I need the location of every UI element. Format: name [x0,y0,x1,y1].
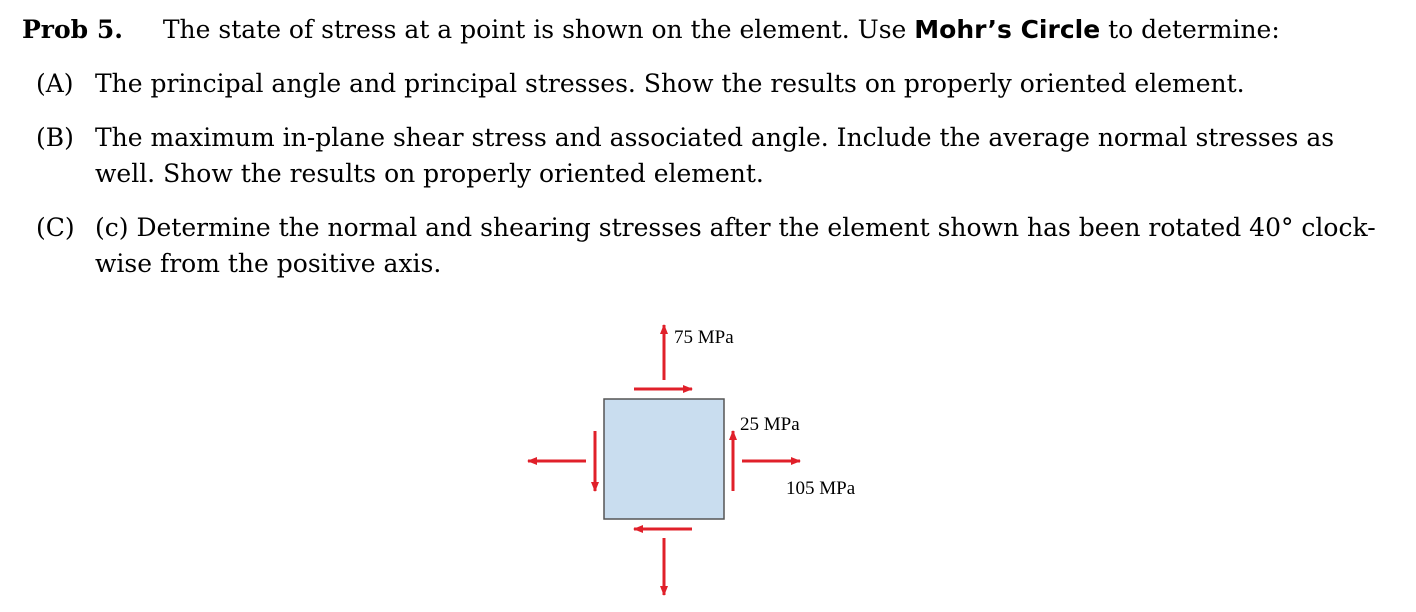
problem-heading [22,15,1280,45]
part-a-marker: (A) [36,69,74,98]
right-stress-label: 105 MPa [786,478,856,499]
stress-element [604,399,724,519]
problem-intro-end: to determine: [1100,15,1280,44]
problem-number: Prob 5. [22,15,123,44]
part-c-marker: (C) [36,213,75,242]
part-c-text-line-2: wise from the positive axis. [95,249,442,278]
part-c-text-line-1: (c) Determine the normal and shearing stresses after the element shown has been rotated 40° clock- [95,213,1376,242]
part-b-text-line-1: The maximum in-plane shear stress and associated angle. Include the average normal stresses as [95,123,1335,152]
stress-element-figure [520,315,880,610]
part-b-text-line-2: well. Show the results on properly oriented element. [95,159,764,188]
problem-intro: The state of stress at a point is shown on the element. Use [162,15,915,44]
part-a-text: The principal angle and principal stresses. Show the results on properly oriented element. [95,69,1245,98]
shear-stress-label: 25 MPa [740,414,800,435]
mohrs-circle-term: Mohr’s Circle [914,15,1101,44]
top-stress-label: 75 MPa [674,327,734,348]
part-b-marker: (B) [36,123,74,152]
